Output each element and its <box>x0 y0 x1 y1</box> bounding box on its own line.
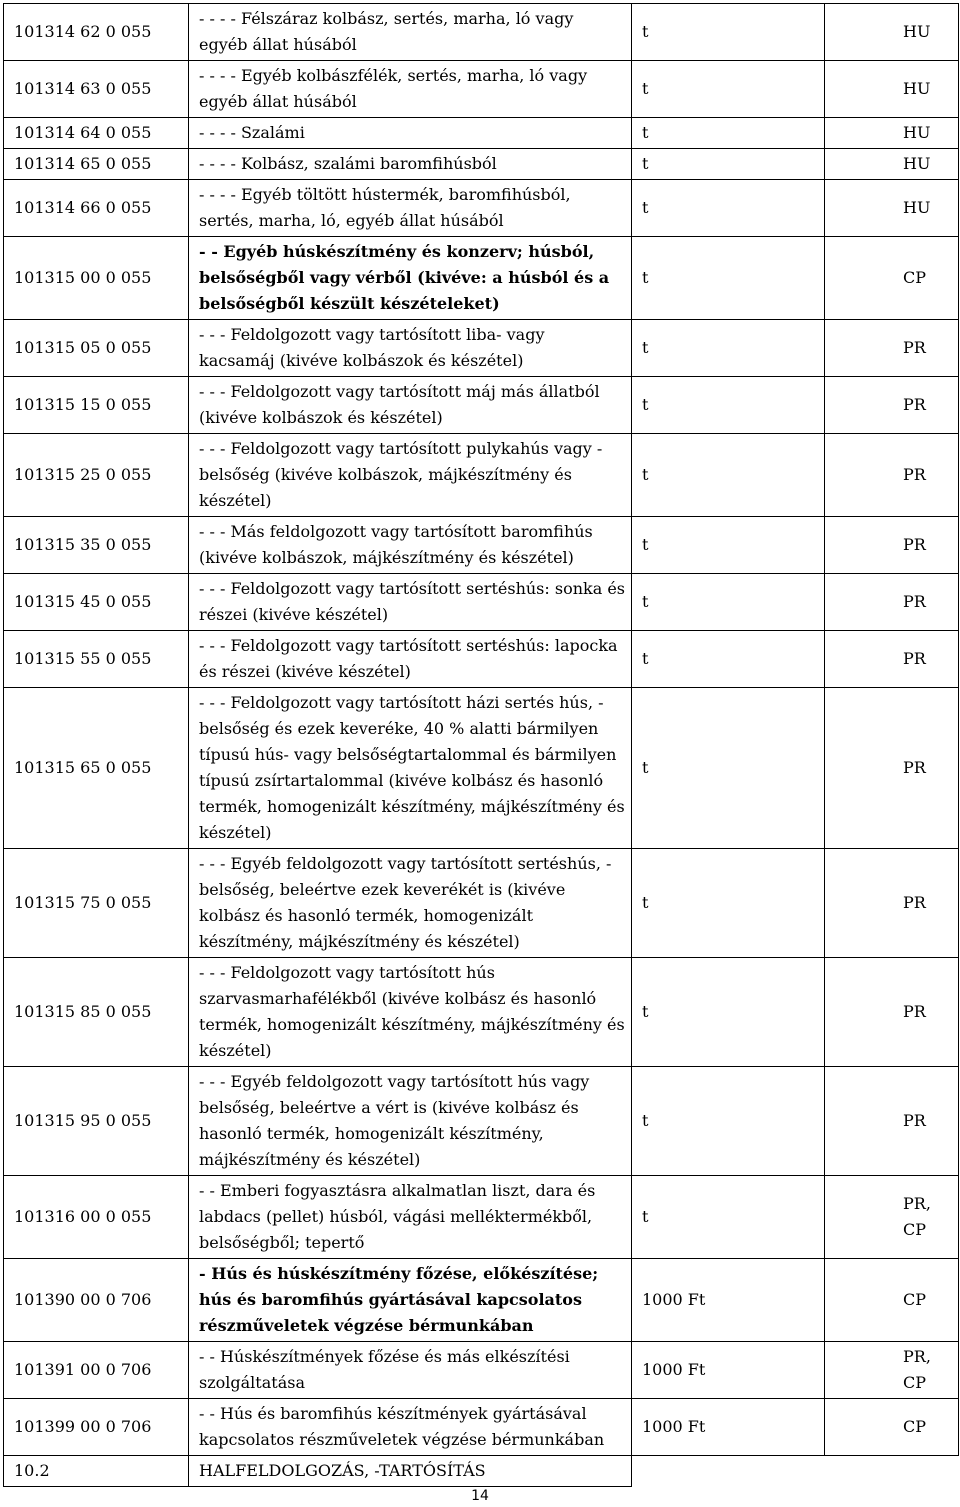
row-unit: 1000 Ft <box>632 1399 825 1456</box>
row-status: PR <box>825 517 959 574</box>
row-code: 101315 00 0 055 <box>4 237 189 320</box>
row-description: - - - - Egyéb kolbászfélék, sertés, marha, ló vagy egyéb állat húsából <box>189 61 632 118</box>
row-code: 101315 35 0 055 <box>4 517 189 574</box>
table-row <box>4 320 959 377</box>
row-code: 101314 64 0 055 <box>4 118 189 149</box>
row-unit: t <box>632 4 825 61</box>
row-description: - - - Egyéb feldolgozott vagy tartósított hús vagy belsőség, beleértve a vért is (kivéve kolbász és hasonló termék, homogenizált készítmény, májkészítmény és készétel) <box>189 1067 632 1176</box>
table-row <box>4 377 959 434</box>
row-description: - - - Feldolgozott vagy tartósított hús szarvasmarhafélékből (kivéve kolbász és hasonló termék, homogenizált készítmény, májkészítmény és készétel) <box>189 958 632 1067</box>
row-unit: t <box>632 320 825 377</box>
table-row <box>4 434 959 517</box>
table-row <box>4 688 959 849</box>
row-status: CP <box>825 1399 959 1456</box>
page-number: 14 <box>471 1488 489 1504</box>
table-row <box>4 574 959 631</box>
row-description: - - - - Egyéb töltött hústermék, baromfihúsból, sertés, marha, ló, egyéb állat húsából <box>189 180 632 237</box>
row-code: 101390 00 0 706 <box>4 1259 189 1342</box>
row-description: - Hús és húskészítmény főzése, előkészítése; hús és baromfihús gyártásával kapcsolatos részműveletek végzése bérmunkában <box>189 1259 632 1342</box>
table-row <box>4 1342 959 1399</box>
row-description: - - Hús és baromfihús készítmények gyártásával kapcsolatos részműveletek végzése bérmunkában <box>189 1399 632 1456</box>
row-code: 101314 62 0 055 <box>4 4 189 61</box>
row-unit: t <box>632 377 825 434</box>
row-unit: t <box>632 149 825 180</box>
row-code: 101315 05 0 055 <box>4 320 189 377</box>
row-unit: t <box>632 1067 825 1176</box>
row-status: PR <box>825 688 959 849</box>
row-code: 101315 55 0 055 <box>4 631 189 688</box>
row-code: 101391 00 0 706 <box>4 1342 189 1399</box>
row-unit: t <box>632 1176 825 1259</box>
row-status: PR <box>825 958 959 1067</box>
section-code: 10.2 <box>4 1456 189 1487</box>
table-row <box>4 180 959 237</box>
table-row <box>4 1176 959 1259</box>
table-row <box>4 61 959 118</box>
row-code: 101316 00 0 055 <box>4 1176 189 1259</box>
row-unit: t <box>632 688 825 849</box>
row-unit: t <box>632 118 825 149</box>
row-code: 101315 95 0 055 <box>4 1067 189 1176</box>
row-description: - - - - Szalámi <box>189 118 632 149</box>
row-unit: t <box>632 574 825 631</box>
row-code: 101315 45 0 055 <box>4 574 189 631</box>
row-unit: t <box>632 180 825 237</box>
row-code: 101315 65 0 055 <box>4 688 189 849</box>
row-status: HU <box>825 61 959 118</box>
row-unit: 1000 Ft <box>632 1259 825 1342</box>
row-status: HU <box>825 4 959 61</box>
row-code: 101314 63 0 055 <box>4 61 189 118</box>
row-status: HU <box>825 180 959 237</box>
row-unit: t <box>632 958 825 1067</box>
row-code: 101314 65 0 055 <box>4 149 189 180</box>
row-code: 101315 85 0 055 <box>4 958 189 1067</box>
section-row <box>4 1456 959 1487</box>
row-status: PR, CP <box>825 1342 959 1399</box>
product-table-body <box>4 4 959 1487</box>
row-description: - - - Egyéb feldolgozott vagy tartósított sertéshús, - belsőség, beleértve ezek keverékét is (kivéve kolbász és hasonló termék, homogenizált készítmény, májkészítmény és készétel) <box>189 849 632 958</box>
row-status: PR, CP <box>825 1176 959 1259</box>
row-status: HU <box>825 149 959 180</box>
table-row <box>4 118 959 149</box>
row-status: PR <box>825 574 959 631</box>
table-row <box>4 1067 959 1176</box>
row-description: - - - Más feldolgozott vagy tartósított baromfihús (kivéve kolbászok, májkészítmény és készétel) <box>189 517 632 574</box>
table-row <box>4 958 959 1067</box>
row-unit: t <box>632 434 825 517</box>
row-description: - - Húskészítmények főzése és más elkészítési szolgáltatása <box>189 1342 632 1399</box>
table-row <box>4 4 959 61</box>
row-status: PR <box>825 434 959 517</box>
table-row <box>4 631 959 688</box>
table-row <box>4 237 959 320</box>
row-status: PR <box>825 377 959 434</box>
row-description: - - - Feldolgozott vagy tartósított sertéshús: lapocka és részei (kivéve készétel) <box>189 631 632 688</box>
table-row <box>4 1399 959 1456</box>
row-status: PR <box>825 849 959 958</box>
section-title: HALFELDOLGOZÁS, -TARTÓSÍTÁS <box>189 1456 632 1487</box>
row-unit: 1000 Ft <box>632 1342 825 1399</box>
row-status: CP <box>825 1259 959 1342</box>
row-unit: t <box>632 237 825 320</box>
row-unit: t <box>632 631 825 688</box>
row-unit: t <box>632 61 825 118</box>
row-status: CP <box>825 237 959 320</box>
section-empty <box>632 1456 959 1487</box>
row-status: PR <box>825 1067 959 1176</box>
row-description: - - Emberi fogyasztásra alkalmatlan liszt, dara és labdacs (pellet) húsból, vágási melléktermékből, belsőségből; tepertő <box>189 1176 632 1259</box>
row-description: - - Egyéb húskészítmény és konzerv; húsból, belsőségből vagy vérből (kivéve: a húsból és a belsőségből készült készételeket) <box>189 237 632 320</box>
row-description: - - - - Kolbász, szalámi baromfihúsból <box>189 149 632 180</box>
row-code: 101315 25 0 055 <box>4 434 189 517</box>
row-status: PR <box>825 320 959 377</box>
row-description: - - - Feldolgozott vagy tartósított liba- vagy kacsamáj (kivéve kolbászok és készétel) <box>189 320 632 377</box>
row-unit: t <box>632 849 825 958</box>
row-unit: t <box>632 517 825 574</box>
product-table <box>3 3 959 1487</box>
row-status: HU <box>825 118 959 149</box>
row-status: PR <box>825 631 959 688</box>
row-description: - - - - Félszáraz kolbász, sertés, marha, ló vagy egyéb állat húsából <box>189 4 632 61</box>
table-row <box>4 149 959 180</box>
row-code: 101314 66 0 055 <box>4 180 189 237</box>
row-code: 101315 15 0 055 <box>4 377 189 434</box>
row-description: - - - Feldolgozott vagy tartósított pulykahús vagy - belsőség (kivéve kolbászok, májkészítmény és készétel) <box>189 434 632 517</box>
row-code: 101399 00 0 706 <box>4 1399 189 1456</box>
row-description: - - - Feldolgozott vagy tartósított házi sertés hús, - belsőség és ezek keveréke, 40 % alatti bármilyen típusú hús- vagy belsőségtartalommal és bármilyen típusú zsírtartalommal (kivéve kolbász és hasonló termék, homogenizált készítmény, májkészítmény és készétel) <box>189 688 632 849</box>
table-row <box>4 849 959 958</box>
row-code: 101315 75 0 055 <box>4 849 189 958</box>
table-row <box>4 517 959 574</box>
row-description: - - - Feldolgozott vagy tartósított máj más állatból (kivéve kolbászok és készétel) <box>189 377 632 434</box>
table-row <box>4 1259 959 1342</box>
row-description: - - - Feldolgozott vagy tartósított sertéshús: sonka és részei (kivéve készétel) <box>189 574 632 631</box>
